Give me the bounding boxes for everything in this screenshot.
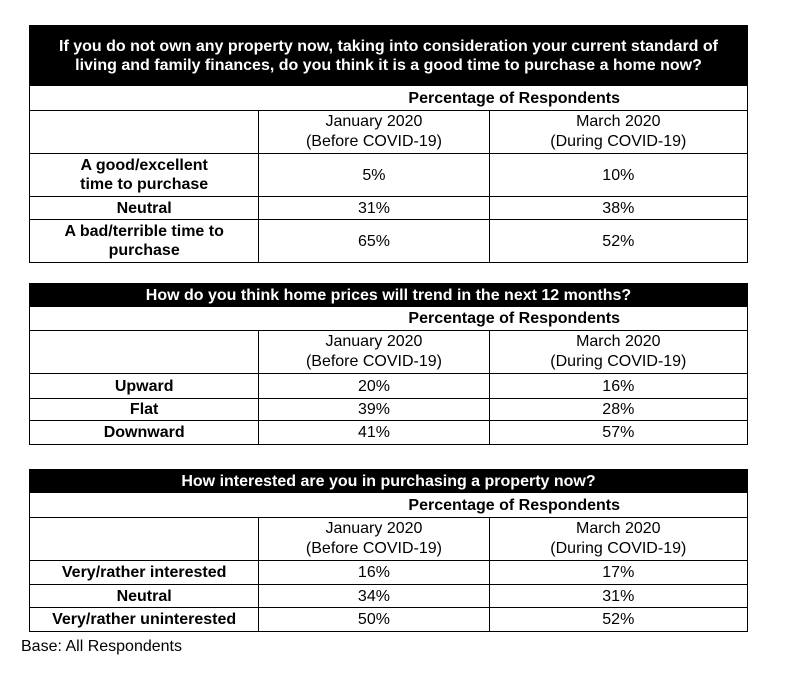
value-march: 57% (489, 421, 747, 445)
value-january: 20% (259, 374, 489, 399)
percentage-subheader: Percentage of Respondents (30, 307, 748, 331)
value-january: 39% (259, 399, 489, 421)
value-march: 17% (489, 561, 747, 585)
survey-table-purchase-timing (29, 25, 748, 263)
value-march: 10% (489, 154, 747, 197)
value-march: 28% (489, 399, 747, 421)
row-label: Very/rather uninterested (30, 608, 259, 632)
value-march: 52% (489, 220, 747, 263)
row-label: Downward (30, 421, 259, 445)
row-label: A bad/terrible time to purchase (30, 220, 259, 263)
value-january: 34% (259, 585, 489, 608)
value-january: 50% (259, 608, 489, 632)
survey-table-price-trend (29, 283, 748, 445)
value-january: 16% (259, 561, 489, 585)
value-march: 38% (489, 197, 747, 220)
percentage-subheader: Percentage of Respondents (30, 86, 748, 111)
column-header-march: March 2020 (During COVID-19) (489, 518, 747, 561)
empty-corner-cell (30, 331, 259, 374)
question-header: How do you think home prices will trend in the next 12 months? (30, 284, 748, 307)
value-january: 31% (259, 197, 489, 220)
question-header: How interested are you in purchasing a property now? (30, 470, 748, 493)
column-header-january: January 2020 (Before COVID-19) (259, 111, 489, 154)
survey-table-purchase-interest (29, 469, 748, 632)
value-march: 31% (489, 585, 747, 608)
row-label: Flat (30, 399, 259, 421)
column-header-january: January 2020 (Before COVID-19) (259, 331, 489, 374)
percentage-subheader: Percentage of Respondents (30, 493, 748, 518)
value-january: 65% (259, 220, 489, 263)
column-header-march: March 2020 (During COVID-19) (489, 111, 747, 154)
row-label: Very/rather interested (30, 561, 259, 585)
row-label: Neutral (30, 585, 259, 608)
value-march: 16% (489, 374, 747, 399)
row-label: Neutral (30, 197, 259, 220)
row-label: A good/excellent time to purchase (30, 154, 259, 197)
column-header-january: January 2020 (Before COVID-19) (259, 518, 489, 561)
column-header-march: March 2020 (During COVID-19) (489, 331, 747, 374)
value-january: 41% (259, 421, 489, 445)
row-label: Upward (30, 374, 259, 399)
value-january: 5% (259, 154, 489, 197)
question-header: If you do not own any property now, taking into consideration your current standard of living and family finances, do you think it is a good time to purchase a home now? (30, 26, 748, 86)
base-note: Base: All Respondents (21, 638, 182, 655)
empty-corner-cell (30, 111, 259, 154)
empty-corner-cell (30, 518, 259, 561)
value-march: 52% (489, 608, 747, 632)
